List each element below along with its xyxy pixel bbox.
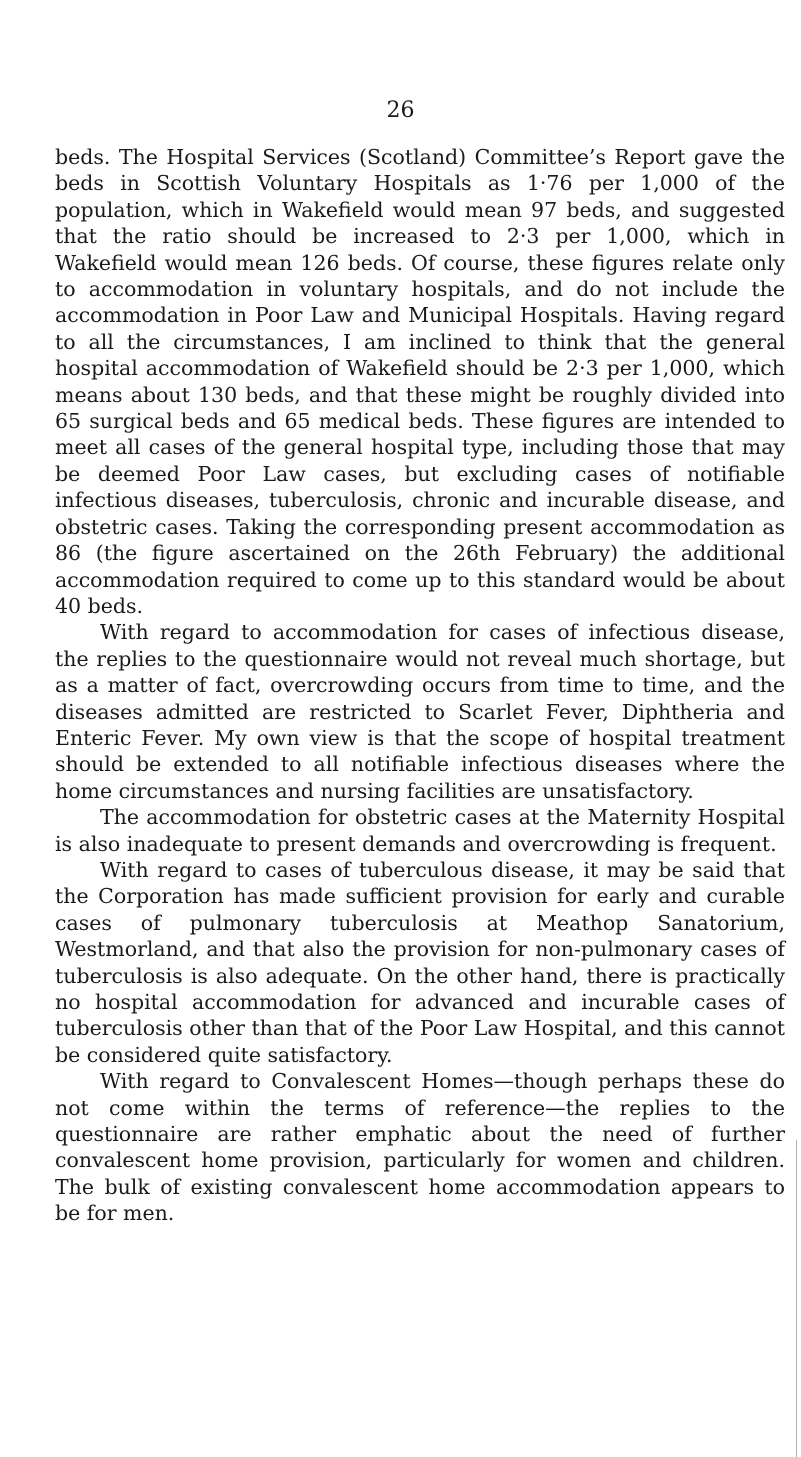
paragraph-obstetric-cases: The accommodation for obstetric cases at the Maternity Hospital is also inadequate to present demands and overcrowding is frequent. (55, 805, 785, 856)
paragraph-convalescent-homes: With regard to Convalescent Homes—though perhaps these do not come within the terms of reference—the replies to the questionnaire are rather emphatic about the need of further convalescent home provision, particularly for women and children. The bulk of existing convalescent home accommodation appears to be for men. (55, 1069, 785, 1226)
paragraph-tuberculous-disease: With regard to cases of tuberculous disease, it may be said that the Corporation has made sufficient provision for early and curable cases of pulmonary tuberculosis at Meathop Sanatorium, Westmorland, and that also the provision for non-pulmonary cases of tuberculosis is also adequate. On the other hand, there is practically no hospital accommodation for advanced and incurable cases of tuberculosis other than that of the Poor Law Hospital, and this cannot be considered quite satisfactory. (55, 857, 785, 1067)
page-edge-line (796, 1140, 797, 1457)
paragraph-hospital-beds: beds. The Hospital Services (Scotland) Committee’s Report gave the beds in Scottish Voluntary Hospitals as 1·76 per 1,000 of the population, which in Wakefield would mean 97 beds, and suggested that the ratio should be increased to 2·3 per 1,000, which in Wakefield would mean 126 beds. Of course, these figures relate only to accommodation in voluntary hospitals, and do not include the accommodation in Poor Law and Municipal Hospitals. Having regard to all the circumstances, I am inclined to think that the general hospital accommodation of Wakefield should be 2·3 per 1,000, which means about 130 beds, and that these might be roughly divided into 65 surgical beds and 65 medical beds. These figures are intended to meet all cases of the general hospital type, including those that may be deemed Poor Law cases, but excluding cases of notifiable infectious diseases, tuberculosis, chronic and incurable disease, and obstetric cases. Taking the corresponding present accommodation as 86 (the figure ascertained on the 26th February) the additional accommodation required to come up to this standard would be about 40 beds. (55, 145, 785, 618)
page-number: 26 (386, 98, 415, 123)
body-text (55, 144, 785, 1227)
paragraph-infectious-disease: With regard to accommodation for cases of infectious disease, the replies to the questionnaire would not reveal much shortage, but as a matter of fact, overcrowding occurs from time to time, and the diseases admitted are restricted to Scarlet Fever, Diphtheria and Enteric Fever. My own view is that the scope of hospital treatment should be extended to all notifiable infectious diseases where the home circumstances and nursing facilities are unsatisfactory. (55, 620, 785, 803)
